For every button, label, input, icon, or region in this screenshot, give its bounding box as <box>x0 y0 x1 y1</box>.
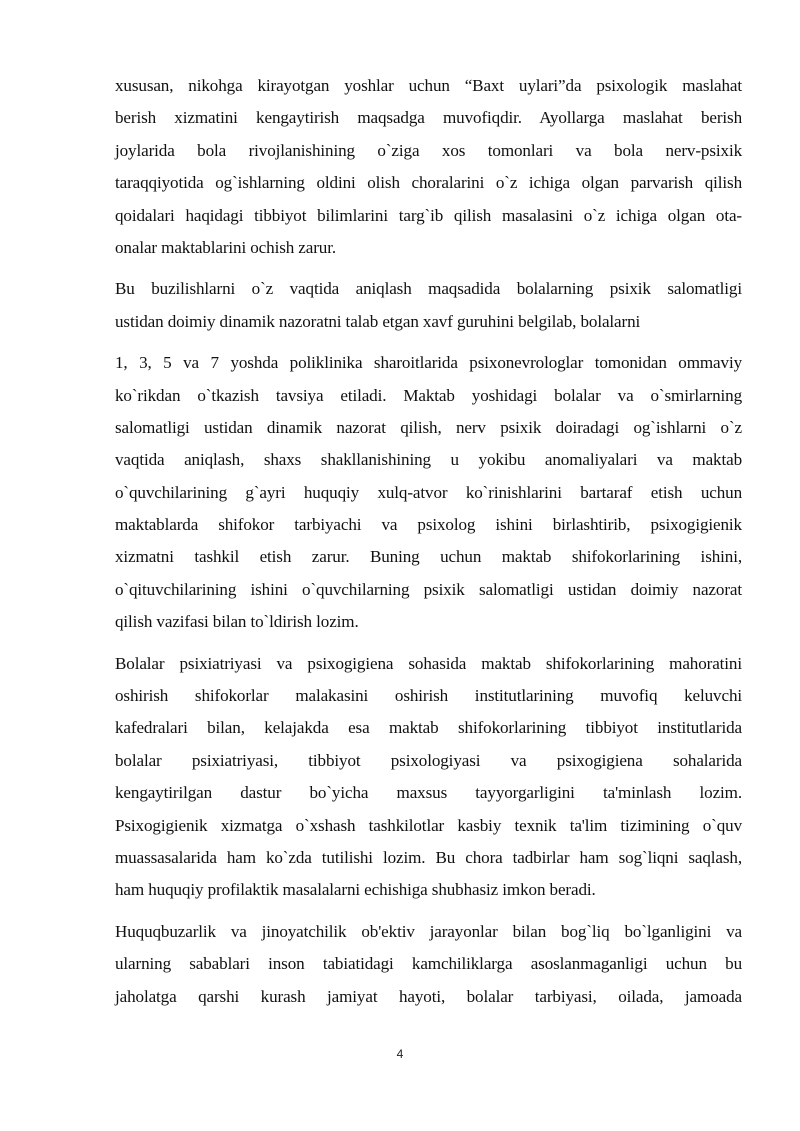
text-line: qoidalari haqidagi tibbiyot bilimlarini targ`ib qilish masalasini o`z ichiga olgan ota- <box>115 205 742 225</box>
paragraph-gap <box>115 907 742 916</box>
text-line: xizmatni tashkil etish zarur. Buning uchun maktab shifokorlarining ishini, <box>115 547 742 567</box>
text-line: salomatligi ustidan dinamik nazorat qilish, nerv psixik doiradagi og`ishlarni o`z <box>115 417 742 437</box>
text-line: kengaytirilgan dastur bo`yicha maxsus tayyorgarligini ta'minlash lozim. <box>115 783 742 803</box>
text-line: berish xizmatini kengaytirish maqsadga muvofiqdir. Ayollarga maslahat berish <box>115 108 742 128</box>
text-line: vaqtida aniqlash, shaxs shakllanishining u yokibu anomaliyalari va maktab <box>115 450 742 470</box>
text-line: kafedralari bilan, kelajakda esa maktab shifokorlarining tibbiyot institutlarida <box>115 718 742 738</box>
text-line: ularning sabablari inson tabiatidagi kamchiliklarga asoslanmaganligi uchun bu <box>115 954 742 974</box>
text-line: qilish vazifasi bilan to`ldirish lozim. <box>115 612 359 632</box>
paragraph-3 <box>115 347 742 639</box>
paragraph-gap <box>115 264 742 273</box>
paragraph-gap <box>115 639 742 648</box>
paragraph-1 <box>115 70 742 264</box>
text-line: onalar maktablarini ochish zarur. <box>115 237 337 257</box>
text-line: taraqqiyotida og`ishlarning oldini olish choralarini o`z ichiga olgan parvarish qilish <box>115 173 742 193</box>
text-line: muassasalarida ham ko`zda tutilishi lozim. Bu chora tadbirlar ham sog`liqni saqlash, <box>115 847 742 867</box>
text-line: maktablarda shifokor tarbiyachi va psixolog ishini birlashtirib, psixogigienik <box>115 515 742 535</box>
text-line: Bu buzilishlarni o`z vaqtida aniqlash maqsadida bolalarning psixik salomatligi <box>115 279 742 299</box>
text-line: jaholatga qarshi kurash jamiyat hayoti, bolalar tarbiyasi, oilada, jamoada <box>115 986 742 1006</box>
paragraph-gap <box>115 338 742 347</box>
document-page <box>115 70 742 1013</box>
text-line: 1, 3, 5 va 7 yoshda poliklinika sharoitlarida psixonevrologlar tomonidan ommaviy <box>115 353 742 373</box>
text-line: bolalar psixiatriyasi, tibbiyot psixologiyasi va psixogigiena sohalarida <box>115 750 742 770</box>
text-line: Huquqbuzarlik va jinoyatchilik ob'ektiv jarayonlar bilan bog`liq bo`lganligini va <box>115 921 742 941</box>
text-line: ko`rikdan o`tkazish tavsiya etiladi. Maktab yoshidagi bolalar va o`smirlarning <box>115 385 742 405</box>
paragraph-2 <box>115 273 742 338</box>
text-line: o`quvchilarining g`ayri huquqiy xulq-atvor ko`rinishlarini bartaraf etish uchun <box>115 482 742 502</box>
text-line: joylarida bola rivojlanishining o`ziga xos tomonlari va bola nerv-psixik <box>115 140 742 160</box>
text-line: Bolalar psixiatriyasi va psixogigiena sohasida maktab shifokorlarining mahoratini <box>115 653 742 673</box>
paragraph-5 <box>115 916 742 1013</box>
text-line: ustidan doimiy dinamik nazoratni talab etgan xavf guruhini belgilab, bolalarni <box>115 311 641 331</box>
text-line: o`qituvchilarining ishini o`quvchilarning psixik salomatligi ustidan doimiy nazorat <box>115 579 742 599</box>
page-number: 4 <box>396 1047 404 1061</box>
text-line: oshirish shifokorlar malakasini oshirish institutlarining muvofiq keluvchi <box>115 686 742 706</box>
text-line: Psixogigienik xizmatga o`xshash tashkilotlar kasbiy texnik ta'lim tizimining o`quv <box>115 815 742 835</box>
paragraph-4 <box>115 648 742 907</box>
text-line: ham huquqiy profilaktik masalalarni echishiga shubhasiz imkon beradi. <box>115 880 596 900</box>
text-line: xususan, nikohga kirayotgan yoshlar uchun “Baxt uylari”da psixologik maslahat <box>115 76 742 95</box>
